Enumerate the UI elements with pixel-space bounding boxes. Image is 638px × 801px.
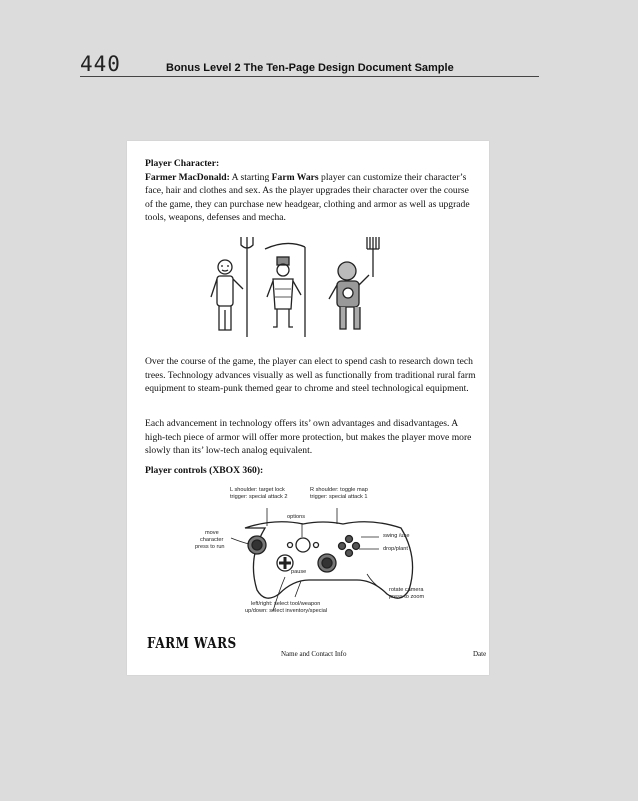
farm-wars-logo: FARM WARS [147, 634, 237, 652]
label-press-run: press to run [195, 544, 225, 550]
label-r-trigger: trigger: special attack 1 [310, 494, 368, 500]
label-move: move [205, 530, 219, 536]
paragraph-player-character [145, 157, 479, 225]
header-rule [80, 76, 539, 77]
paragraph-tech-trees: Over the course of the game, the player can elect to spend cash to research down tech trees. Technology advances visually as well as functionally from traditional rural farm equipment to steam-punk themed gear to chrome and steel technological equipment. [145, 356, 476, 394]
label-r-shoulder: R shoulder: toggle map [310, 487, 368, 493]
footer-date: Date [473, 650, 487, 658]
label-drop: drop/plant [383, 546, 408, 552]
label-pause: pause [291, 569, 307, 575]
section-title-player-character: Player Character: [145, 158, 220, 169]
p1-text-a: A starting [229, 171, 272, 183]
label-dpad-lr: left/right: select tool/weapon [251, 601, 321, 607]
label-zoom: press to zoom [389, 594, 425, 600]
label-options: options [287, 514, 306, 520]
document-sheet [127, 141, 489, 675]
section-title-controls: Player controls (XBOX 360): [145, 465, 264, 476]
label-character: character [200, 537, 224, 543]
p1-text-c: player can customize their character’s face, hair and clothes and sex. As the player upgrades their character over the course of the game, they can purchase new headgear, clothing and armor as well as upgrade tools, weapons, defenses and mecha. [145, 171, 470, 223]
label-l-shoulder: L shoulder: target lock [230, 487, 285, 493]
label-l-trigger: trigger: special attack 2 [230, 494, 288, 500]
label-rotate: rotate camera [389, 587, 424, 593]
running-head: Bonus Level 2 The Ten-Page Design Document Sample [166, 62, 454, 74]
controller-diagram [187, 487, 457, 623]
paragraph-farmer [145, 171, 479, 225]
footer-contact: Name and Contact Info [281, 650, 347, 658]
farmer-name: Farmer MacDonald: [145, 171, 230, 183]
label-dpad-ud: up/down: select inventory/special [245, 608, 328, 614]
character-illustration [207, 237, 397, 345]
label-swing: swing /use [383, 533, 410, 539]
farm-wars-term: Farm Wars [271, 171, 319, 183]
paragraph-advancement: Each advancement in technology offers its’ own advantages and disadvantages. A high-tech piece of armor will offer more protection, but makes the player move more slowly than its’ low-tech analog equivalent. [145, 418, 472, 456]
controller-icon [187, 493, 457, 623]
page-number: 440 [80, 52, 121, 76]
